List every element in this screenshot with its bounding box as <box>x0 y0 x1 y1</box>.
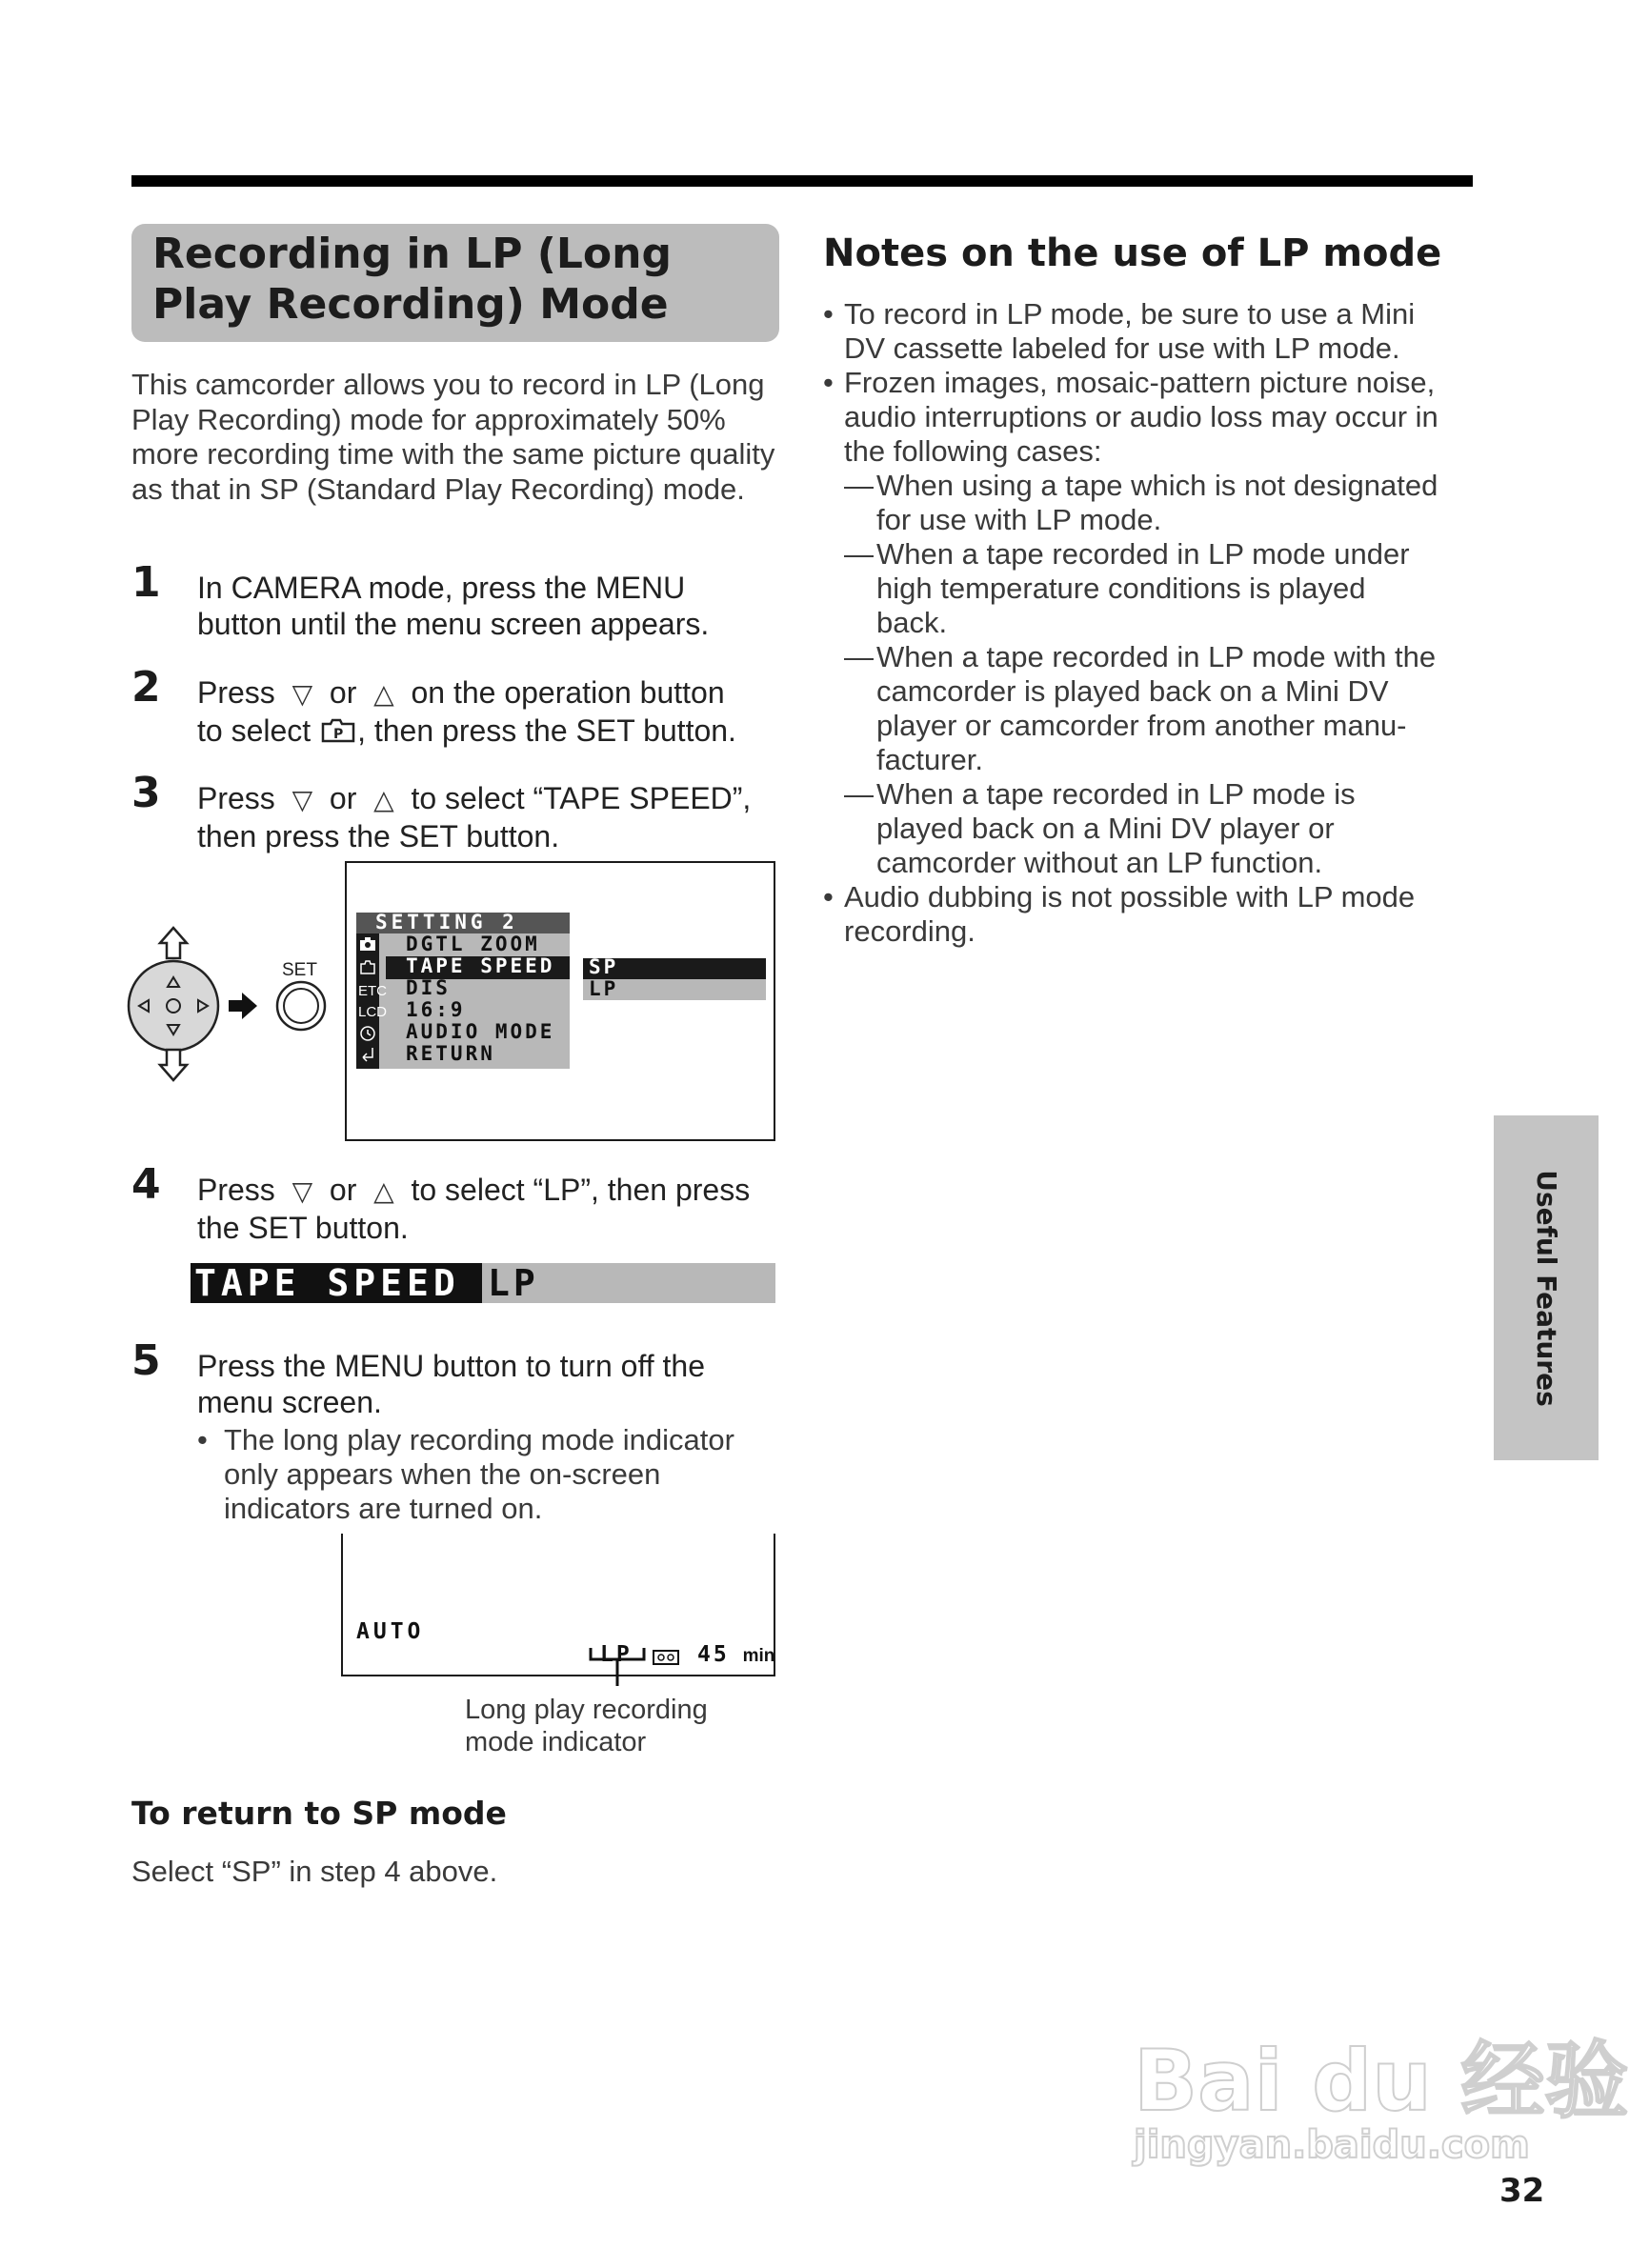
menu-item-return: RETURN <box>406 1042 495 1065</box>
step-2-select: to select <box>197 713 312 748</box>
dash-1-line1: When using a tape which is not designated <box>876 469 1438 502</box>
step-4-or: or <box>329 1173 357 1207</box>
camera-icon <box>359 935 376 953</box>
bullet-icon: • <box>823 366 834 399</box>
bullet-icon: • <box>197 1423 208 1456</box>
menu-item-audio-mode: AUDIO MODE <box>406 1020 555 1043</box>
step-5-note <box>197 1423 734 1526</box>
note-dash-4 <box>823 777 1480 880</box>
step-4-post: to select “LP”, then press <box>411 1173 751 1207</box>
return-text: Select “SP” in step 4 above. <box>131 1855 498 1888</box>
dash-1-line2: for use with LP mode. <box>876 503 1162 536</box>
dash-mark: — <box>844 640 874 673</box>
note-2-line2: audio interruptions or audio loss may occur in <box>844 400 1438 433</box>
dash-3-line3: player or camcorder from another manu- <box>876 709 1407 742</box>
step-2-number: 2 <box>131 663 161 712</box>
step-1-text <box>197 570 788 642</box>
note-3-line2: recording. <box>844 914 975 948</box>
dash-4-line2: played back on a Mini DV player or <box>876 812 1335 845</box>
dash-3-line4: facturer. <box>876 743 983 776</box>
note-dash-3 <box>823 640 1480 777</box>
dash-4-line1: When a tape recorded in LP mode is <box>876 777 1356 811</box>
dash-mark: — <box>844 777 874 811</box>
side-tab-label-wrap <box>1494 1115 1599 1460</box>
step-3-line2: then press the SET button. <box>197 819 560 853</box>
note-dash-1 <box>823 469 1480 537</box>
caption-line1: Long play recording <box>465 1695 708 1725</box>
dash-mark: — <box>844 469 874 502</box>
lp-indicator-caption <box>465 1694 708 1758</box>
step-3-text <box>197 780 788 854</box>
baidu-watermark <box>1134 2032 1629 2167</box>
step-2-post: on the operation button <box>411 675 725 710</box>
dash-mark: — <box>844 537 874 571</box>
menu-item-dis: DIS <box>406 976 451 999</box>
step-5-note-line1: The long play recording mode indicator <box>224 1423 734 1456</box>
step-1-line1: In CAMERA mode, press the MENU <box>197 571 686 605</box>
down-triangle-icon: ▽ <box>292 1176 313 1206</box>
notes-heading: Notes on the use of LP mode <box>823 231 1442 275</box>
cassette-icon <box>652 1648 680 1667</box>
screen-mode-auto: AUTO <box>356 1619 425 1644</box>
step-2-then: , then press the SET button. <box>357 713 736 748</box>
caption-line2: mode indicator <box>465 1727 647 1757</box>
option-sp: SP <box>589 955 619 978</box>
step-3-post: to select “TAPE SPEED”, <box>411 781 752 815</box>
up-triangle-icon: △ <box>373 679 394 709</box>
step-3-number: 3 <box>131 769 161 817</box>
section-title: Recording in LP (Long Play Recording) Mode <box>152 230 672 329</box>
top-rule <box>131 175 1473 187</box>
menu-item-dgtl-zoom: DGTL ZOOM <box>406 933 540 955</box>
watermark-du: du <box>1312 2032 1432 2130</box>
note-3-line1: Audio dubbing is not possible with LP mode <box>844 880 1416 913</box>
lcd-icon: LCD <box>358 1004 388 1020</box>
up-triangle-icon: △ <box>373 1176 394 1206</box>
dash-3-line1: When a tape recorded in LP mode with the <box>876 640 1437 673</box>
step-5-text <box>197 1348 788 1420</box>
step-4-number: 4 <box>131 1160 161 1209</box>
menu-side-labels <box>358 981 387 1023</box>
note-2-line3: the following cases: <box>844 434 1102 468</box>
menu-header: SETTING 2 <box>375 911 518 933</box>
step-2-text <box>197 674 788 749</box>
page-number: 32 <box>1499 2172 1545 2210</box>
notes-list <box>823 297 1480 949</box>
dash-2-line1: When a tape recorded in LP mode under <box>876 537 1410 571</box>
menu-items <box>406 933 554 1065</box>
menu-item-16-9: 16:9 <box>406 998 466 1021</box>
note-1-line1: To record in LP mode, be sure to use a Mini <box>844 297 1416 331</box>
step-2-or: or <box>329 675 357 710</box>
step-4-text <box>197 1172 788 1246</box>
step-5-note-line3: indicators are turned on. <box>224 1492 543 1525</box>
dash-4-line3: camcorder without an LP function. <box>876 846 1323 879</box>
remaining-time <box>697 1642 774 1667</box>
etc-icon: ETC <box>358 983 387 999</box>
svg-text:P: P <box>333 727 344 742</box>
option-lp: LP <box>589 977 619 1000</box>
screen-lp-indicator: LP <box>600 1642 633 1667</box>
tape-setting-icon <box>319 714 357 745</box>
intro-paragraph: This camcorder allows you to record in LP (Long Play Recording) mode for approximately 50% more recording time with the same picture quality as that in SP (Standard Play Recording) mode. <box>131 368 775 506</box>
step-2-press: Press <box>197 675 275 710</box>
note-2-line1: Frozen images, mosaic-pattern picture noise, <box>844 366 1436 399</box>
return-heading: To return to SP mode <box>131 1795 507 1832</box>
step-4-press: Press <box>197 1173 275 1207</box>
down-triangle-icon: ▽ <box>292 785 313 814</box>
note-1-line2: DV cassette labeled for use with LP mode. <box>844 331 1400 365</box>
operation-button-diagram <box>124 926 343 1088</box>
tape-setting-icon <box>359 958 376 975</box>
watermark-jingyan: 经验 <box>1460 2032 1629 2130</box>
step-5-number: 5 <box>131 1336 161 1385</box>
tape-speed-bar-label: TAPE SPEED <box>194 1262 460 1304</box>
watermark-bai: Bai <box>1134 2032 1283 2130</box>
menu-options <box>589 956 618 1000</box>
note-bullet-3 <box>823 880 1480 949</box>
step-5-line1: Press the MENU button to turn off the <box>197 1349 706 1383</box>
note-bullet-1 <box>823 297 1480 366</box>
step-4-line2: the SET button. <box>197 1211 409 1245</box>
step-5-note-line2: only appears when the on-screen <box>224 1457 661 1491</box>
dash-3-line2: camcorder is played back on a Mini DV <box>876 674 1389 708</box>
up-triangle-icon: △ <box>373 785 394 814</box>
step-3-or: or <box>329 781 357 815</box>
note-dash-2 <box>823 537 1480 640</box>
note-bullet-2 <box>823 366 1480 469</box>
step-1-number: 1 <box>131 558 161 607</box>
menu-item-tape-speed: TAPE SPEED <box>406 954 555 977</box>
dash-2-line3: back. <box>876 606 948 639</box>
tape-speed-bar-value: LP <box>488 1262 539 1304</box>
side-tab-label: Useful Features <box>1530 1169 1562 1407</box>
down-triangle-icon: ▽ <box>292 679 313 709</box>
step-5-line2: menu screen. <box>197 1385 382 1419</box>
set-label: SET <box>282 960 317 980</box>
bullet-icon: • <box>823 297 834 331</box>
remaining-time-unit: min <box>742 1646 775 1666</box>
remaining-time-value: 45 <box>697 1642 730 1667</box>
lp-indicator-bracket <box>589 1646 646 1688</box>
dash-2-line2: high temperature conditions is played <box>876 572 1366 605</box>
step-3-press: Press <box>197 781 275 815</box>
bullet-icon: • <box>823 880 834 913</box>
step-1-line2: button until the menu screen appears. <box>197 607 710 641</box>
watermark-url: jingyan.baidu.com <box>1134 2123 1530 2167</box>
clock-return-icons <box>359 1025 376 1063</box>
